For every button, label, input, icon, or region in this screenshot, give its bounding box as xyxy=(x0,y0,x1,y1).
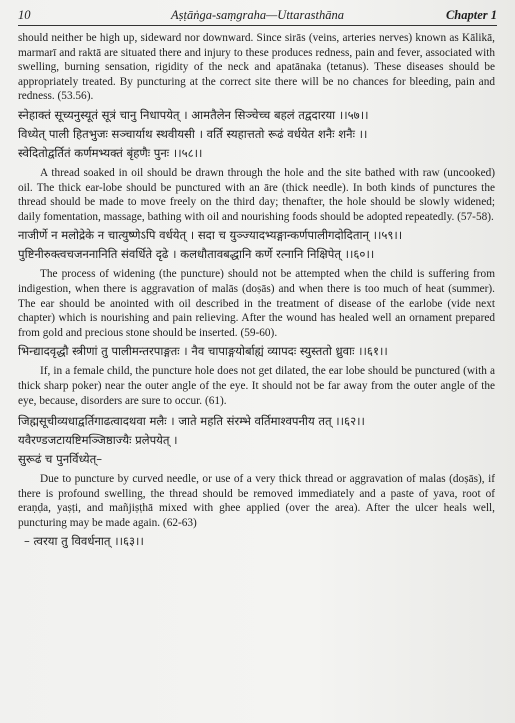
verse-line: स्नेहाक्तं सूच्यनुस्यूतं सूत्रं चानु निधापयेत् । आमतैलेन सिञ्चेच्च बहलं तद्वदारया ।।५७।। xyxy=(18,107,369,122)
sanskrit-verse-61 xyxy=(18,342,495,361)
verse-line: विध्येत् पाली हितभुजः सञ्चार्याथ स्थवीयसी । वर्ति स्यहात्ततो रूढं वर्धयेत शनैः शनैः ।। xyxy=(18,126,368,141)
sanskrit-verse-57-58 xyxy=(18,106,495,163)
page-body xyxy=(18,31,495,554)
verse-line: यवैरण्डजटायष्टिमञ्जिष्ठाज्यैः प्रलेपयेत् । xyxy=(18,433,178,448)
paragraph-62-63: Due to puncture by curved needle, or use of a very thick thread or aggravation of malas (doṣās), if there is profound swelling, the thread should be removed immediately and a paste of yava, root of eraṇḍa, yaṣṭi, and mañjiṣṭhā mixed with ghee applied (over the area). After the ulcer heals well, puncturing may be made again. (62-63) xyxy=(18,473,495,529)
verse-line: – त्वरया तु विवर्धनात् ।।६३।। xyxy=(24,534,144,549)
paragraph-59-60: The process of widening (the puncture) should not be attempted when the child is suffering from indigestion, when there is aggravation of malās (doṣās) and when there is too much of heat (summer). The ear should be anointed with oil described in the treatment of disease of the earlobe (vide next chapter) which is nourishing and pain relieving. After the wound has healed well an ornament prepared from gold and precious stone should be inserted. (59-60). xyxy=(18,268,495,339)
verse-line: भिन्द्यादवृद्धौ स्त्रीणां तु पालीमन्तरपाङ्गतः । नैव चापाङ्गयोर्बाह्यं व्यापदः स्युस्ततो ध्रुवाः ।।६१।। xyxy=(18,344,388,359)
paragraph-57-58: A thread soaked in oil should be drawn through the hole and the site bathed with raw (uncooked) oil. The thick ear-lobe should be punctured with an āre (thick needle). In both kinds of punctures the thread should be made to move freely on the third day; thenafter, the hole should be slowly widened; daily fomentation, massage, bathing with oil and nourishing foods should be adopted repeatedly. (57-58). xyxy=(18,166,495,223)
paragraph-53-56: should neither be high up, sideward nor downward. Since sirās (veins, arteries nerves) known as Kālikā, marmarī and raktā are situated there and injury to these produces redness, pain and fever, associated with swelling, burning sensation, rigidity of the neck and apatānaka (tetanus). These diseases should be appropriately treated. By puncturing at the correct site there will be no chances for bleeding, pain and redness. (53.56). xyxy=(18,32,495,103)
verse-line: जिह्मसूचीव्यधाद्वर्तिगाढत्वादथवा मलैः । जाते महति संरम्भे वर्तिमाश्वपनीय तत् ।।६२।। xyxy=(18,414,365,429)
verse-line: नाजीर्णे न मलोद्रेके न चात्युष्णेऽपि वर्धयेत् । सदा च युञ्ज्यादभ्यङ्गान्कर्णपालीगदोदितान् ।।५९।। xyxy=(18,228,403,243)
sanskrit-verse-63 xyxy=(18,532,495,551)
sanskrit-verse-62 xyxy=(18,412,495,469)
running-title: Aṣṭāṅga-saṃgraha—Uttarasthāna xyxy=(171,8,344,22)
sanskrit-verse-59-60 xyxy=(18,226,495,264)
running-header xyxy=(18,6,497,26)
page-number: 10 xyxy=(18,8,31,22)
chapter-label: Chapter 1 xyxy=(445,8,497,22)
paragraph-61: If, in a female child, the puncture hole does not get dilated, the ear lobe should be punctured (with a thick sharp poker) near the outer angle of the eye. It should not be far away from the outer angle of the eye, because, disorders are sure to occur. (61). xyxy=(18,365,495,407)
verse-line: सुरूढं च पुनर्विध्येत्– xyxy=(18,452,103,467)
verse-line: पुष्टिनीरुक्त्वचजननानिति संवर्धिते दृढे । कलधौतावबद्धानि कर्णे रत्नानि निक्षिपेत् ।।६०।। xyxy=(18,247,375,262)
verse-line: स्वेदितोद्वर्तितं कर्णमभ्यक्तं बृंहणैः पुनः ।।५८।। xyxy=(18,145,203,160)
header-rule xyxy=(18,25,497,26)
